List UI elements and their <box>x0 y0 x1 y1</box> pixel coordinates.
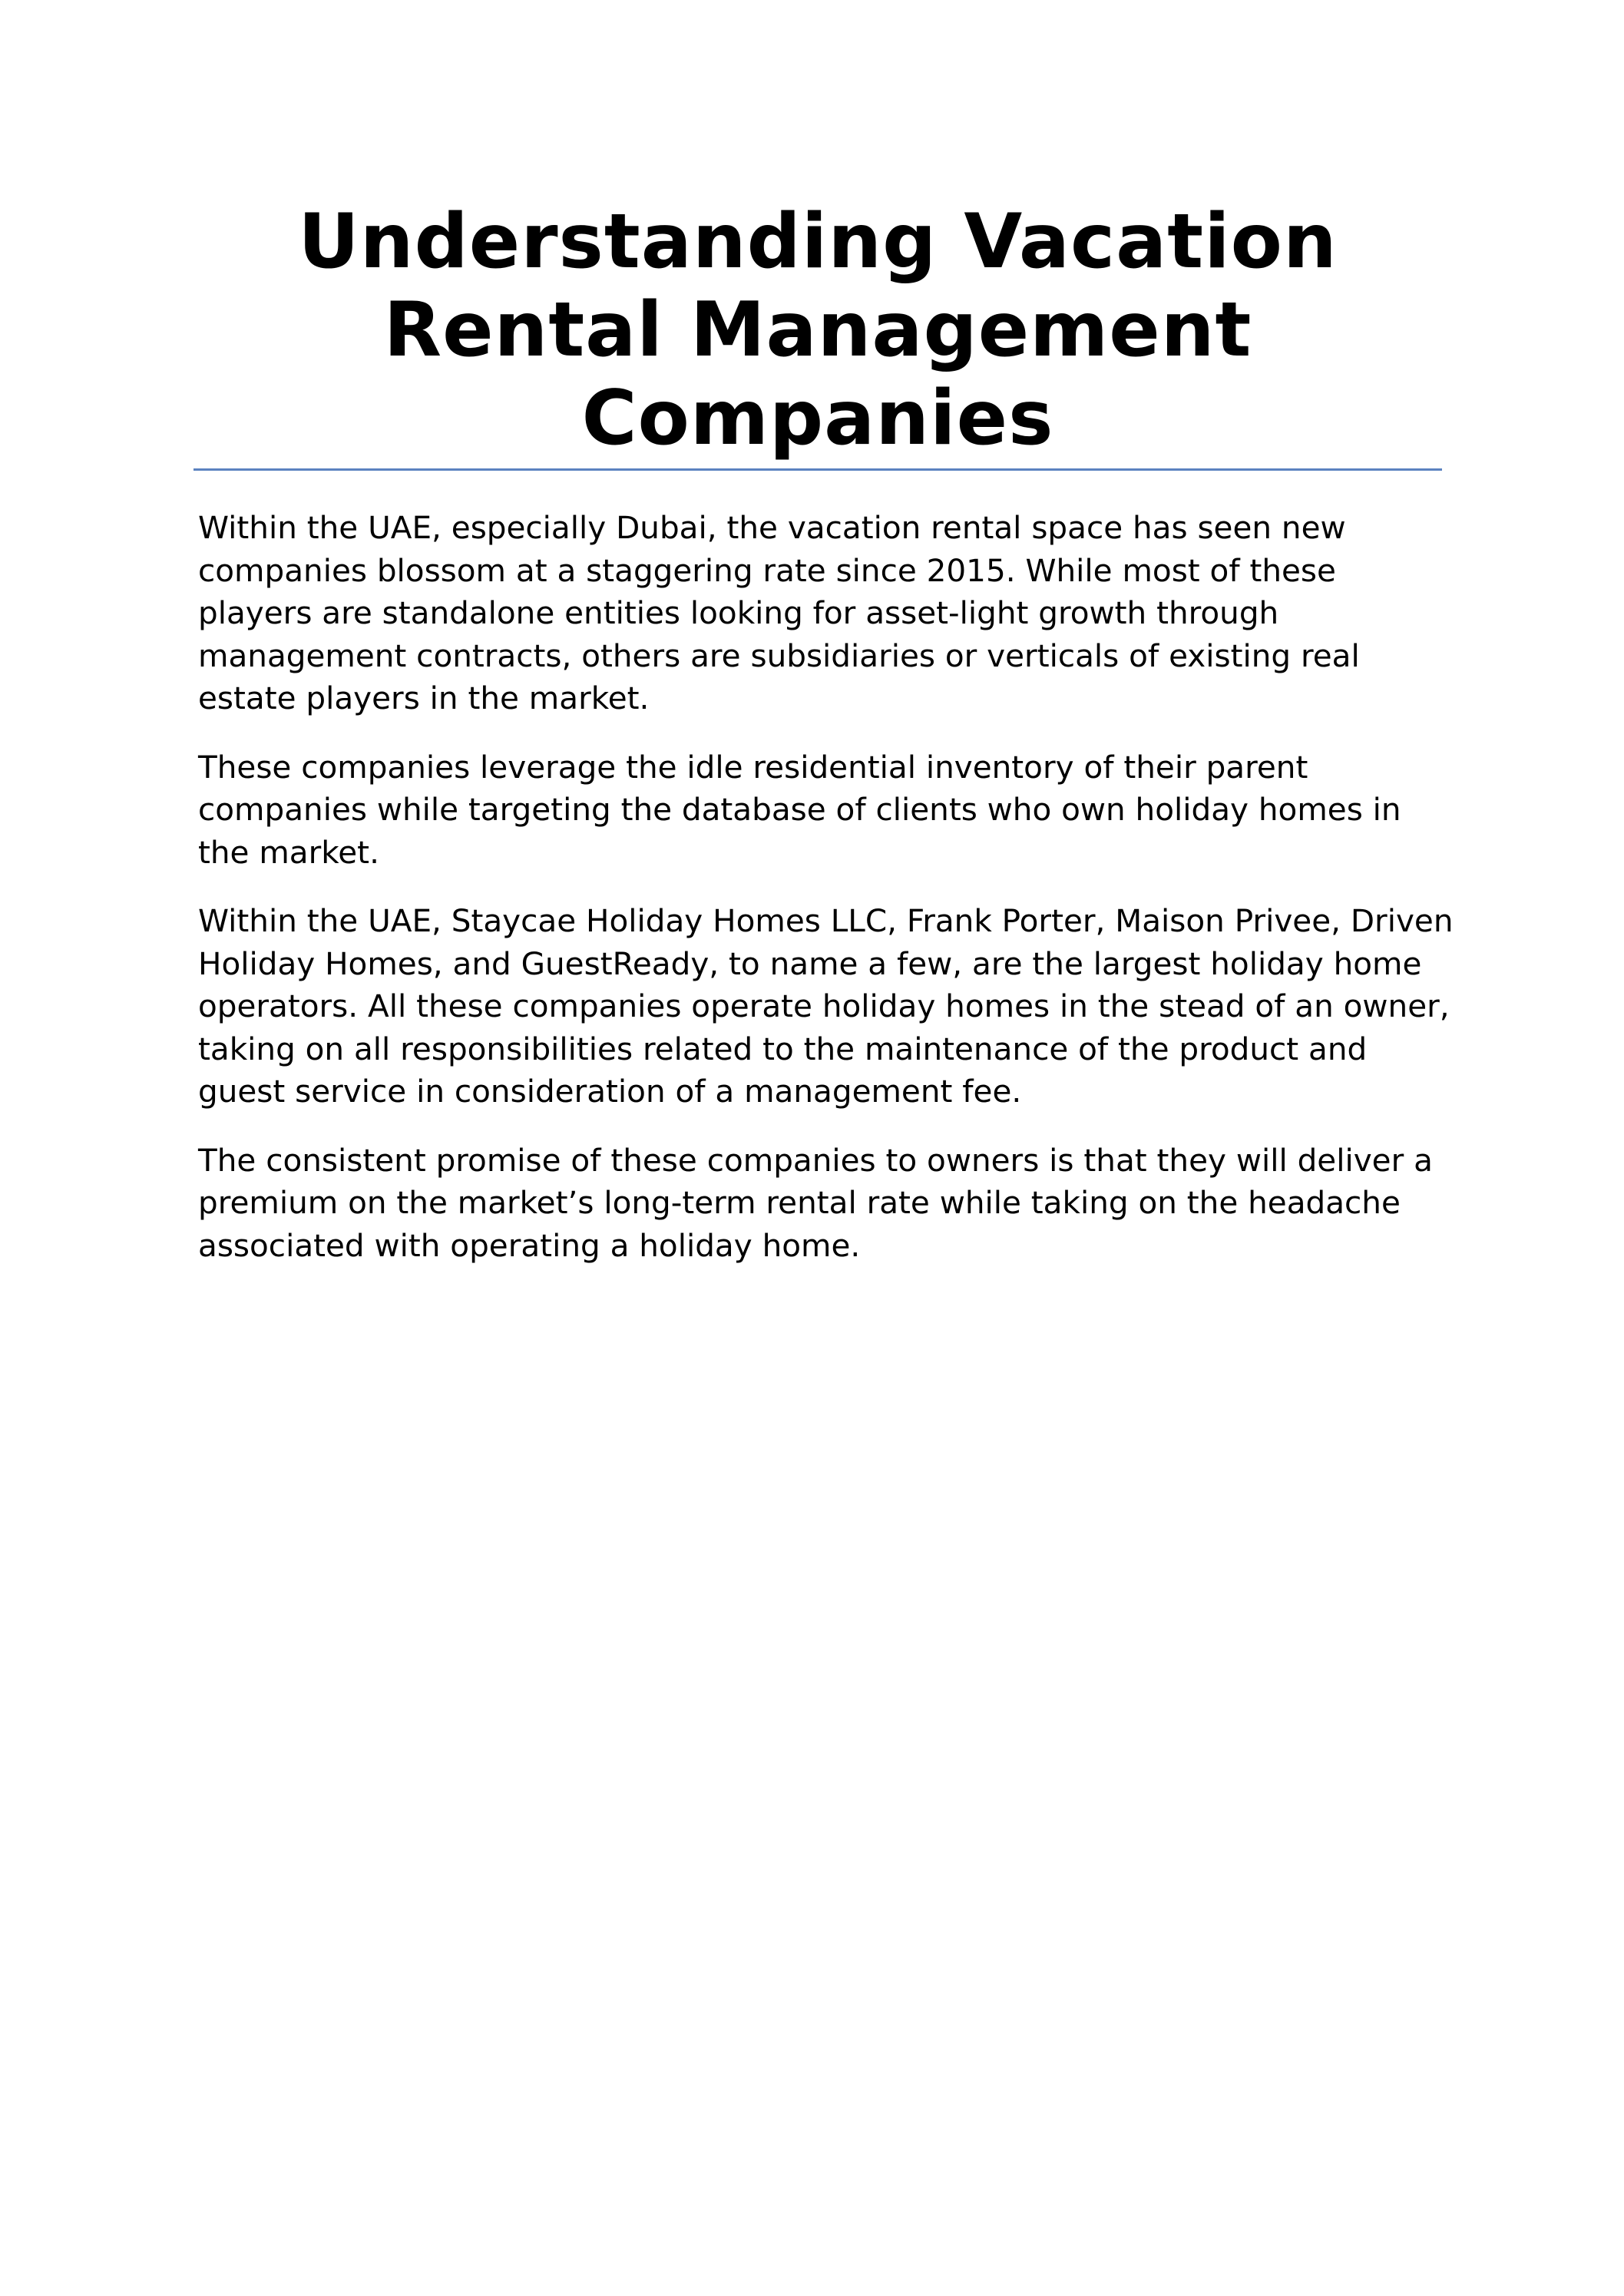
title-underline-rule <box>193 468 1442 471</box>
paragraph-2: These companies leverage the idle residential inventory of their parent companies while targeting the database of clients who own holiday homes in the market. <box>198 748 1401 871</box>
paragraph-1: Within the UAE, especially Dubai, the vacation rental space has seen new companies blossom at a staggering rate since 2015. While most of these players are standalone entities looking for asset-light growth through management contracts, others are subsidiaries or verticals of existing real estate players in the market. <box>198 509 1360 716</box>
paragraph-4: The consistent promise of these companies to owners is that they will deliver a premium on the market’s long-term rental rate while taking on the headache associated with operating a holiday home. <box>198 1141 1433 1264</box>
page-title: Understanding Vacation Rental Management Companies <box>298 198 1338 462</box>
paragraph-3: Within the UAE, Staycae Holiday Homes LLC, Frank Porter, Maison Privee, Driven Holiday Homes, and GuestReady, to name a few, are the largest holiday home operators. All these companies operate holiday homes in the stead of an owner, taking on all responsibilities related to the maintenance of the product and guest service in consideration of a management fee. <box>198 902 1454 1110</box>
document-body <box>198 507 1457 1293</box>
